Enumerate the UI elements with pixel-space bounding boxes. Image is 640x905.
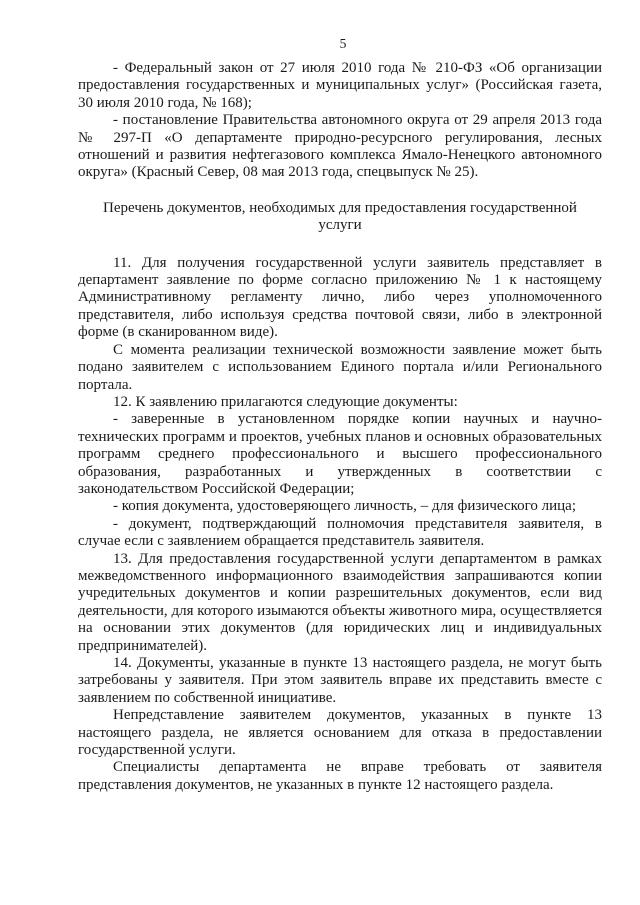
paragraph-11: 11. Для получения государственной услуги заявитель представляет в департамент заявление по форме согласно приложению № 1 к настоящему Административному регламенту лично, либо через уполномоченного представителя, либо используя средства почтовой связи, либо в электронной форме (в сканированном виде). (78, 254, 602, 341)
section-heading: Перечень документов, необходимых для предоставления государственной услуги (103, 199, 577, 234)
paragraph-non-submission: Непредставление заявителем документов, указанных в пункте 13 настоящего раздела, не является основанием для отказа в предоставлении государственной услуги. (78, 707, 602, 759)
list-item-identity-document: - копия документа, удостоверяющего личность, – для физического лица; (113, 498, 577, 515)
legal-reference-210fz: - Федеральный закон от 27 июля 2010 года № 210-ФЗ «Об организации предоставления государственных и муниципальных услуг» (Российская газета, 30 июля 2010 года, № 168); (78, 60, 602, 111)
paragraph-specialists: Специалисты департамента не вправе требовать от заявителя представления документов, не указанных в пункте 12 настоящего раздела. (78, 759, 602, 793)
paragraph-13: 13. Для предоставления государственной услуги департаментом в рамках межведомственного информационного взаимодействия запрашиваются копии учредительных документов и копии разрешительных документов, если вид деятельности, для которого изымаются объекты животного мира, осуществляется на основании этих документов (для юридических лиц и индивидуальных предпринимателей). (78, 550, 602, 654)
list-item-programs-copies: - заверенные в установленном порядке копии научных и научно-технических программ и проектов, учебных планов и основных образовательных программ среднего профессионального и высшего профессионального образования, разработанных и утвержденных в соответствии с законодательством Российской Федерации; (78, 411, 602, 497)
page-number: 5 (339, 36, 347, 51)
paragraph-portal: С момента реализации технической возможности заявление может быть подано заявителем с использованием Единого портала и/или Регионального портала. (78, 341, 602, 393)
paragraph-14: 14. Документы, указанные в пункте 13 настоящего раздела, не могут быть затребованы у заявителя. При этом заявитель вправе их представить вместе с заявлением по собственной инициативе. (78, 655, 602, 706)
paragraph-12: 12. К заявлению прилагаются следующие документы: (113, 393, 458, 410)
legal-reference-297p: - постановление Правительства автономного округа от 29 апреля 2013 года № 297-П «О департаменте природно-ресурсного регулирования, лесных отношений и развития нефтегазового комплекса Ямало-Ненецкого автономного округа» (Красный Север, 08 мая 2013 года, спецвыпуск № 25). (78, 112, 602, 181)
list-item-representative-authority: - документ, подтверждающий полномочия представителя заявителя, в случае если с заявлением обращается представитель заявителя. (78, 515, 602, 550)
